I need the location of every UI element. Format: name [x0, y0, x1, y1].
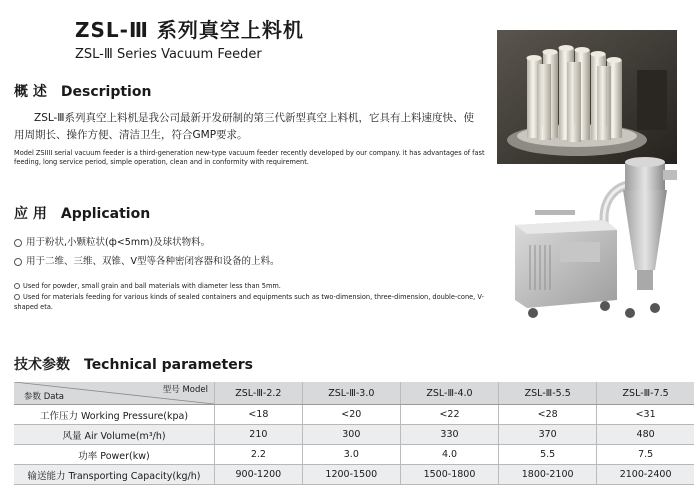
header-model-label: 型号 Model [162, 385, 208, 395]
description-text-cn: ZSL-Ⅲ系列真空上料机是我公司最新开发研制的第三代新型真空上料机，它具有上料速度快、使用周期长、操作方便、清洁卫生，符合GMP要求。 [14, 112, 475, 141]
description-heading-en: Description [60, 84, 152, 100]
table-cell: 900-1200 [215, 465, 303, 485]
table-cell: 1200-1500 [302, 465, 400, 485]
row-label: 风量 Air Volume(m³/h) [14, 425, 215, 445]
parameters-table [14, 382, 694, 485]
row-label: 工作压力 Working Pressure(kpa) [14, 405, 215, 425]
parameters-heading [14, 354, 253, 374]
parameters-heading-en: Technical parameters [84, 357, 253, 373]
application-item-cn-2 [14, 253, 280, 267]
vacuum-feeder-machine-photo [505, 150, 695, 330]
model-header: ZSL-Ⅲ-2.2 [215, 382, 303, 405]
parameters-heading-cn: 技术参数 [14, 357, 70, 373]
application-item-en-1-text: Used for powder, small grain and ball materials with diameter less than 5mm. [23, 282, 281, 290]
bullet-icon [14, 239, 22, 247]
table-cell: <20 [302, 405, 400, 425]
table-row [14, 425, 694, 445]
filter-cartridge-photo [497, 30, 677, 164]
table-cell: 2.2 [215, 445, 303, 465]
bullet-icon [14, 294, 20, 300]
table-cell: 3.0 [302, 445, 400, 465]
table-cell: 480 [597, 425, 694, 445]
application-item-en-2-text: Used for materials feeding for various kinds of sealed containers and equipments such as two-dimension, three-dimension, double-cone, V-shaped eta. [14, 293, 484, 311]
application-heading-cn: 应 用 [14, 206, 47, 222]
application-heading [14, 203, 150, 223]
model-header: ZSL-Ⅲ-7.5 [597, 382, 694, 405]
table-header-row [14, 382, 694, 405]
description-heading-cn: 概 述 [14, 84, 47, 100]
table-cell: 1500-1800 [400, 465, 498, 485]
description-heading [14, 81, 151, 101]
application-item-cn-1 [14, 234, 210, 248]
table-cell: 5.5 [499, 445, 597, 465]
header-param-label: 参数 Data [24, 392, 64, 402]
table-cell: <18 [215, 405, 303, 425]
application-heading-en: Application [60, 206, 151, 222]
description-text-en: Model ZSIIII serial vacuum feeder is a third-generation new-type vacuum feeder recently developed by our company. it has advantages of fast feeding, long service period, simple operation, clean and in conformity with requirement. [14, 149, 485, 166]
table-cell: 330 [400, 425, 498, 445]
row-label: 功率 Power(kw) [14, 445, 215, 465]
model-header: ZSL-Ⅲ-5.5 [499, 382, 597, 405]
table-cell: 7.5 [597, 445, 694, 465]
header-corner-cell [14, 382, 215, 405]
table-cell: 1800-2100 [499, 465, 597, 485]
bullet-icon [14, 283, 20, 289]
table-cell: 2100-2400 [597, 465, 694, 485]
table-cell: <28 [499, 405, 597, 425]
model-header: ZSL-Ⅲ-4.0 [400, 382, 498, 405]
application-item-en-2 [14, 292, 489, 312]
table-row [14, 445, 694, 465]
table-cell: <31 [597, 405, 694, 425]
application-item-en-1 [14, 281, 484, 291]
table-cell: 300 [302, 425, 400, 445]
application-item-cn-1-text: 用于粉状,小颗粒状(ф<5mm)及球状物料。 [26, 237, 211, 248]
row-label: 输送能力 Transporting Capacity(kg/h) [14, 465, 215, 485]
table-cell: 370 [499, 425, 597, 445]
bullet-icon [14, 258, 22, 266]
application-item-cn-2-text: 用于二维、三维、双锥、V型等各种密闭容器和设备的上料。 [26, 256, 280, 267]
page-title-cn: ZSL-Ⅲ 系列真空上料机 [75, 18, 304, 42]
table-cell: 210 [215, 425, 303, 445]
table-cell: 4.0 [400, 445, 498, 465]
table-cell: <22 [400, 405, 498, 425]
model-header: ZSL-Ⅲ-3.0 [302, 382, 400, 405]
table-row [14, 465, 694, 485]
table-row [14, 405, 694, 425]
page-title-en: ZSL-Ⅲ Series Vacuum Feeder [75, 47, 262, 62]
